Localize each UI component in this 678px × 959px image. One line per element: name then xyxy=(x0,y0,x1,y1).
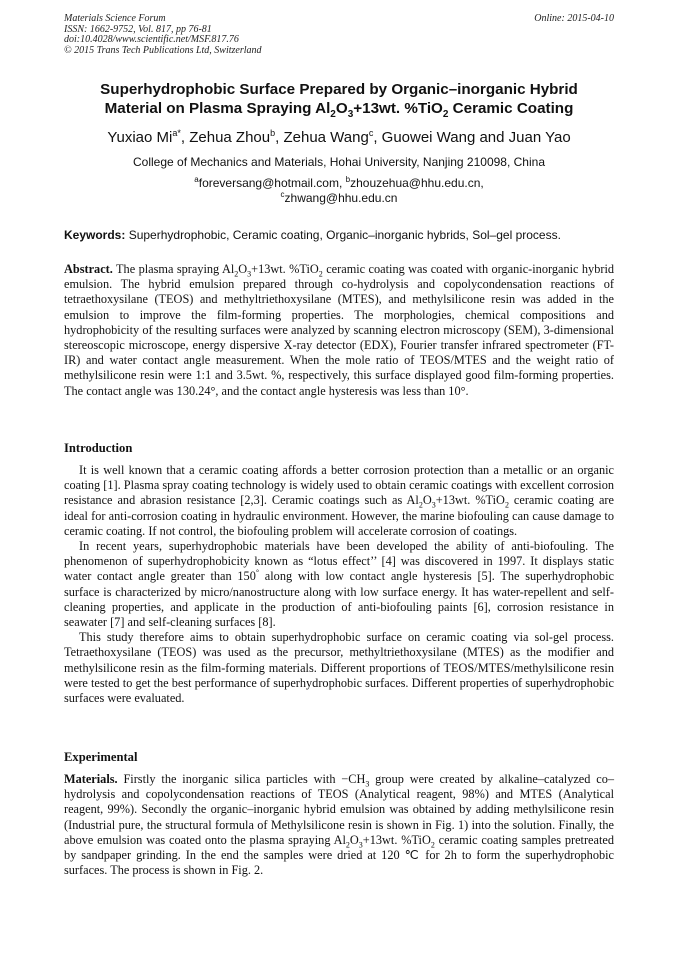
experimental-heading: Experimental xyxy=(64,750,138,764)
abstract-label: Abstract. xyxy=(64,262,113,276)
intro-paragraph-3: This study therefore aims to obtain superhydrophobic surface on ceramic coating via sol-gel process. Tetraethoxysilane (TEOS) was used as the precursor, methyltriethoxysilane (MTES) as the modifier and methylsilicone resin as the film-forming materials. Different proportions of TEOS/MTES/methylsilicone resin were tested to get the best performance of superhydrophobic surfaces. Different properties of superhydrophobic surfaces were evaluated. xyxy=(64,630,614,706)
author-emails: $^a$foreversang@hotmail.com, $^b$zhouzehua@hhu.edu.cn, $^c$zhwang@hhu.edu.cn xyxy=(194,175,484,205)
journal-name: Materials Science Forum xyxy=(64,13,166,24)
online-date: Online: 2015-04-10 xyxy=(534,13,614,24)
email-b[interactable]: zhouzehua@hhu.edu.cn, xyxy=(350,176,484,190)
paper-title xyxy=(64,80,614,121)
title-line-1: Superhydrophobic Surface Prepared by Organic–inorganic Hybrid xyxy=(100,81,578,98)
affiliation: College of Mechanics and Materials, Hohai University, Nanjing 210098, China xyxy=(133,155,545,169)
copyright-line: © 2015 Trans Tech Publications Ltd, Switzerland xyxy=(64,44,262,56)
journal-header xyxy=(64,14,614,56)
author-list: Yuxiao $Mi^{a*}$, Zehua Zhou$^b$, Zehua Wang$^c$, Guowei Wang and Juan Yao xyxy=(107,128,571,146)
introduction-heading: Introduction xyxy=(64,441,133,455)
intro-paragraph-1: It is well known that a ceramic coating affords a better corrosion protection than a metallic or an organic coating [1]. Plasma spray coating technology is widely used to obtain ceramic coatings with excellent corrosion resistance and abrasion resistance [2,3]. Ceramic coatings such as $Al_2O_3+13wt$. %TiO$_2$ ceramic coating are ideal for anti-corrosion coating in hydraulic environment. However, the marine biofouling can cause damage to ceramic coating. If not control, the biofouling problem will accelerate corrosion of coatings. xyxy=(64,463,614,538)
email-c[interactable]: zhwang@hhu.edu.cn xyxy=(284,191,398,205)
materials-paragraph: Materials. Firstly the inorganic silica particles with $-CH_3$ group were created by alkaline–catalyzed co–hydrolysis and copolycondensation reactions of TEOS (Analytical reagent, 98%) and MTES (Analytical reagent, 99%). Secondly the organic–inorganic hybrid emulsion was obtained by adding methylsilicone resin (Industrial pure, the structural formula of Methylsilicone resin is shown in Fig. 1) into the solution. Finally, the above emulsion was coated onto the plasma spraying $Al_2O_3+13wt$. %TiO$_2$ ceramic coating samples pretreated by sandpaper grinding. In the end the samples were dried at 120 ℃ for 2h to form the superhydrophobic surfaces. The process is shown in Fig. 2. xyxy=(64,772,615,878)
introduction-body xyxy=(64,463,614,706)
issn-line: ISSN: 1662-9752, Vol. 817, pp 76-81 xyxy=(64,23,212,35)
doi-line: doi:10.4028/www.scientific.net/MSF.817.76 xyxy=(64,34,239,45)
materials-label: Materials. xyxy=(64,772,118,786)
email-a[interactable]: foreversang@hotmail.com, xyxy=(198,176,346,190)
keywords: Keywords: Superhydrophobic, Ceramic coating, Organic–inorganic hybrids, Sol–gel process. xyxy=(64,228,561,242)
intro-paragraph-2: In recent years, superhydrophobic materials have been developed the ability of anti-biofouling. The phenomenon of superhydrophobicity known as “lotus effect’’ [4] was discovered in 1997. It displays static water contact angle greater than 150° along with low contact angle hysteresis [5]. The superhydrophobic surface is characterized by micro/nanostructure along with low surface energy. It has water-repellent and self-cleaning properties, and applicate in the production of anti-biofouling paints [6], corrosion resistance in seawater [7] and self-cleaning surfaces [8]. xyxy=(64,539,615,630)
abstract: Abstract. The plasma spraying $Al_2O_3+13wt$. %TiO$_2$ ceramic coating was coated with organic-inorganic hybrid emulsion. The hybrid emulsion prepared through co-hydrolysis and copolycondensation reactions of tetraethoxysilane (TEOS) and methyltriethoxysilane (MTES), and methylsilicone resin was added in the emulsion to improve the film-forming properties. The morphologies, chemical compositions and hydrophobicity of the resulting surfaces were analyzed by scanning electron microscopy (SEM), 3-dimensional stereoscopic microscope, energy dispersive X-ray detector (EDX), Fourier transfer infrared spectrometer (FT-IR) and water contact angle measurement. When the mole ratio of TEOS/MTES and the weight ratio of methylsilicone resin were 1:1 and 3.5wt. %, respectively, this surface displayed good film-forming properties. The contact angle was 130.24°, and the contact angle hysteresis was less than 10°. xyxy=(64,262,615,398)
title-line-2: Material on Plasma Spraying $Al_2O_3+13wt$. %TiO$_2$ Ceramic Coating xyxy=(104,100,574,121)
